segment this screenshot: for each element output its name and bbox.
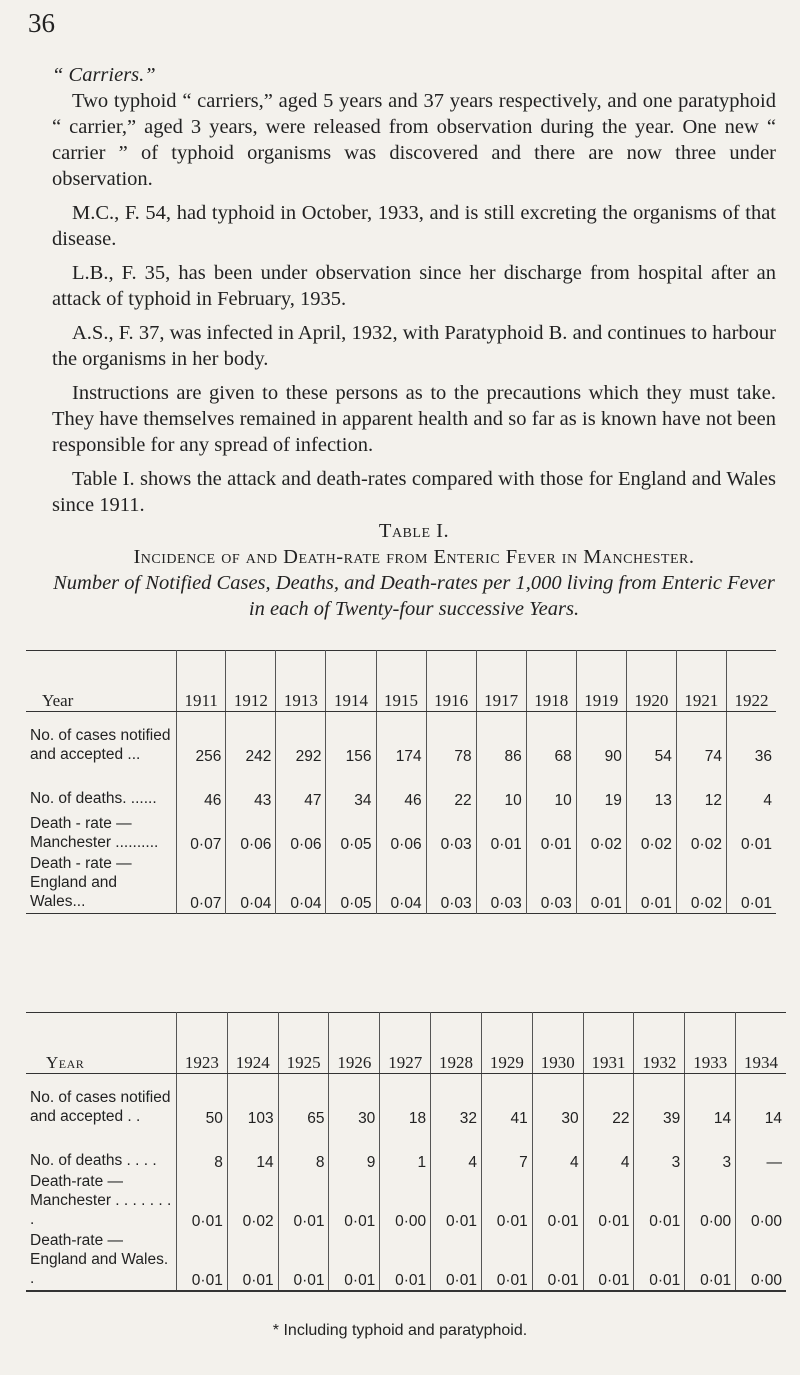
value-cell: 0·03 bbox=[426, 854, 476, 914]
value-cell: 4 bbox=[583, 1128, 634, 1172]
page-number: 36 bbox=[28, 8, 55, 38]
value-cell: 0·00 bbox=[736, 1231, 786, 1291]
value-cell: 0·03 bbox=[526, 854, 576, 914]
year-header: Year bbox=[26, 1013, 177, 1074]
year-cell: 1928 bbox=[431, 1013, 482, 1074]
value-cell: 0·01 bbox=[583, 1172, 634, 1231]
row-label: No. of deaths. ...... bbox=[30, 790, 157, 807]
value-cell: 34 bbox=[326, 766, 376, 810]
value-cell: 0·01 bbox=[583, 1231, 634, 1291]
year-cell: 1913 bbox=[276, 651, 326, 712]
value-cell: 0·01 bbox=[476, 810, 526, 854]
table-1911-1922 bbox=[26, 650, 776, 914]
year-cell: 1933 bbox=[685, 1013, 736, 1074]
table-row bbox=[26, 1172, 786, 1231]
table-1923-1934 bbox=[26, 1012, 786, 1292]
value-cell: 256 bbox=[177, 712, 226, 767]
value-cell: 0·01 bbox=[532, 1231, 583, 1291]
year-cell: 1934 bbox=[736, 1013, 786, 1074]
value-cell: 43 bbox=[226, 766, 276, 810]
value-cell: 36 bbox=[726, 712, 776, 767]
row-label: No. of deaths . . . . bbox=[30, 1152, 157, 1169]
value-cell: 0·01 bbox=[634, 1231, 685, 1291]
value-cell: 13 bbox=[626, 766, 676, 810]
table-row bbox=[26, 1128, 786, 1172]
value-cell: 0·02 bbox=[576, 810, 626, 854]
value-cell: 0·02 bbox=[676, 854, 726, 914]
value-cell: 10 bbox=[526, 766, 576, 810]
year-cell: 1930 bbox=[532, 1013, 583, 1074]
value-cell: 0·00 bbox=[380, 1172, 431, 1231]
table-title: Incidence of and Death-rate from Enteric Fever in Manchester. bbox=[133, 546, 695, 568]
value-cell: 0·05 bbox=[326, 854, 376, 914]
value-cell: 0·01 bbox=[278, 1172, 329, 1231]
year-cell: 1911 bbox=[177, 651, 226, 712]
value-cell: 4 bbox=[726, 766, 776, 810]
value-cell: 14 bbox=[685, 1074, 736, 1129]
value-cell: 0·01 bbox=[634, 1172, 685, 1231]
year-cell: 1918 bbox=[526, 651, 576, 712]
value-cell: 74 bbox=[676, 712, 726, 767]
year-cell: 1931 bbox=[583, 1013, 634, 1074]
paragraph: Instructions are given to these persons as to the precautions which they must take. They have themselves remained in apparent health and so far as is known have not been responsible for any spread of infection. bbox=[52, 382, 776, 456]
year-header: Year bbox=[26, 651, 177, 712]
value-cell: 0·02 bbox=[676, 810, 726, 854]
value-cell: 0·04 bbox=[226, 854, 276, 914]
year-cell: 1926 bbox=[329, 1013, 380, 1074]
table-row bbox=[26, 854, 776, 914]
value-cell: 0·01 bbox=[329, 1172, 380, 1231]
section-heading: “ Carriers.” bbox=[52, 64, 156, 86]
value-cell: 0·06 bbox=[226, 810, 276, 854]
body-text bbox=[52, 62, 776, 622]
year-cell: 1915 bbox=[376, 651, 426, 712]
value-cell: 41 bbox=[481, 1074, 532, 1129]
row-label: Death-rate — Manchester . . . . . . . . bbox=[30, 1173, 172, 1228]
value-cell: 3 bbox=[685, 1128, 736, 1172]
year-cell: 1914 bbox=[326, 651, 376, 712]
value-cell: 0·01 bbox=[227, 1231, 278, 1291]
value-cell: 0·00 bbox=[736, 1172, 786, 1231]
value-cell: 0·01 bbox=[431, 1231, 482, 1291]
year-cell: 1927 bbox=[380, 1013, 431, 1074]
value-cell: 47 bbox=[276, 766, 326, 810]
value-cell: 30 bbox=[329, 1074, 380, 1129]
value-cell: 174 bbox=[376, 712, 426, 767]
value-cell: 10 bbox=[476, 766, 526, 810]
value-cell: 18 bbox=[380, 1074, 431, 1129]
value-cell: 54 bbox=[626, 712, 676, 767]
year-cell: 1923 bbox=[177, 1013, 228, 1074]
value-cell: 3 bbox=[634, 1128, 685, 1172]
year-cell: 1932 bbox=[634, 1013, 685, 1074]
year-cell: 1921 bbox=[676, 651, 726, 712]
value-cell: 12 bbox=[676, 766, 726, 810]
value-cell: 32 bbox=[431, 1074, 482, 1129]
year-cell: 1925 bbox=[278, 1013, 329, 1074]
table-row bbox=[26, 1231, 786, 1291]
value-cell: 1 bbox=[380, 1128, 431, 1172]
table-header-row bbox=[26, 651, 776, 712]
value-cell: 0·00 bbox=[685, 1172, 736, 1231]
table-row bbox=[26, 766, 776, 810]
value-cell: 0·01 bbox=[526, 810, 576, 854]
value-cell: 0·01 bbox=[576, 854, 626, 914]
row-label: Death - rate — England and Wales... bbox=[30, 855, 132, 910]
value-cell: 242 bbox=[226, 712, 276, 767]
value-cell: 0·06 bbox=[376, 810, 426, 854]
table-subtitle: Number of Notified Cases, Deaths, and Death-rates per 1,000 living from Enteric Fever in each of Twenty-four successive Years. bbox=[53, 572, 775, 620]
footnote: * Including typhoid and paratyphoid. bbox=[272, 1322, 528, 1339]
table-row bbox=[26, 1074, 786, 1129]
paragraph: Two typhoid “ carriers,” aged 5 years and 37 years respectively, and one paratyphoid “ carrier,” aged 3 years, were released from observation during the year. One new “ carrier ” of typhoid organisms was discovered and there are now three under observation. bbox=[52, 90, 776, 190]
value-cell: 30 bbox=[532, 1074, 583, 1129]
value-cell: 78 bbox=[426, 712, 476, 767]
year-cell: 1920 bbox=[626, 651, 676, 712]
value-cell: 39 bbox=[634, 1074, 685, 1129]
paragraph: L.B., F. 35, has been under observation since her discharge from hospital after an attack of typhoid in February, 1935. bbox=[52, 262, 776, 310]
table-row bbox=[26, 810, 776, 854]
row-label: No. of cases notified and accepted . . bbox=[30, 1089, 171, 1125]
value-cell: 0·07 bbox=[177, 854, 226, 914]
value-cell: 0·03 bbox=[426, 810, 476, 854]
value-cell: 0·02 bbox=[227, 1172, 278, 1231]
value-cell: 0·03 bbox=[476, 854, 526, 914]
value-cell: 50 bbox=[177, 1074, 228, 1129]
year-cell: 1916 bbox=[426, 651, 476, 712]
value-cell: 292 bbox=[276, 712, 326, 767]
value-cell: 19 bbox=[576, 766, 626, 810]
value-cell: 0·01 bbox=[532, 1172, 583, 1231]
value-cell: 8 bbox=[177, 1128, 228, 1172]
value-cell: 14 bbox=[227, 1128, 278, 1172]
year-cell: 1929 bbox=[481, 1013, 532, 1074]
year-cell: 1917 bbox=[476, 651, 526, 712]
value-cell: 68 bbox=[526, 712, 576, 767]
value-cell: 0·01 bbox=[481, 1172, 532, 1231]
value-cell: 0·01 bbox=[380, 1231, 431, 1291]
table-header-row bbox=[26, 1013, 786, 1074]
value-cell: 0·05 bbox=[326, 810, 376, 854]
year-cell: 1912 bbox=[226, 651, 276, 712]
table-row bbox=[26, 712, 776, 767]
value-cell: 0·01 bbox=[329, 1231, 380, 1291]
row-label: Death-rate — England and Wales. . bbox=[30, 1232, 169, 1287]
row-label: No. of cases notified and accepted ... bbox=[30, 727, 171, 763]
value-cell: 0·01 bbox=[685, 1231, 736, 1291]
row-label: Death - rate — Manchester .......... bbox=[30, 815, 159, 851]
value-cell: 0·07 bbox=[177, 810, 226, 854]
value-cell: 0·01 bbox=[278, 1231, 329, 1291]
paragraph: M.C., F. 54, had typhoid in October, 1933, and is still excreting the organisms of that disease. bbox=[52, 202, 776, 250]
value-cell: 4 bbox=[532, 1128, 583, 1172]
value-cell: 0·01 bbox=[431, 1172, 482, 1231]
year-cell: 1924 bbox=[227, 1013, 278, 1074]
value-cell: — bbox=[736, 1128, 786, 1172]
value-cell: 86 bbox=[476, 712, 526, 767]
table-label: Table I. bbox=[378, 520, 450, 542]
value-cell: 46 bbox=[376, 766, 426, 810]
value-cell: 0·01 bbox=[726, 854, 776, 914]
value-cell: 103 bbox=[227, 1074, 278, 1129]
year-cell: 1922 bbox=[726, 651, 776, 712]
value-cell: 14 bbox=[736, 1074, 786, 1129]
value-cell: 22 bbox=[426, 766, 476, 810]
paragraph: Table I. shows the attack and death-rates compared with those for England and Wales since 1911. bbox=[52, 468, 776, 516]
value-cell: 7 bbox=[481, 1128, 532, 1172]
value-cell: 0·01 bbox=[726, 810, 776, 854]
value-cell: 0·06 bbox=[276, 810, 326, 854]
year-cell: 1919 bbox=[576, 651, 626, 712]
value-cell: 4 bbox=[431, 1128, 482, 1172]
value-cell: 8 bbox=[278, 1128, 329, 1172]
value-cell: 90 bbox=[576, 712, 626, 767]
paragraph: A.S., F. 37, was infected in April, 1932, with Paratyphoid B. and continues to harbour the organisms in her body. bbox=[52, 322, 776, 370]
value-cell: 0·04 bbox=[276, 854, 326, 914]
value-cell: 0·01 bbox=[177, 1172, 228, 1231]
value-cell: 0·02 bbox=[626, 810, 676, 854]
value-cell: 0·01 bbox=[481, 1231, 532, 1291]
value-cell: 0·04 bbox=[376, 854, 426, 914]
value-cell: 0·01 bbox=[177, 1231, 228, 1291]
value-cell: 9 bbox=[329, 1128, 380, 1172]
value-cell: 0·01 bbox=[626, 854, 676, 914]
value-cell: 65 bbox=[278, 1074, 329, 1129]
value-cell: 156 bbox=[326, 712, 376, 767]
value-cell: 46 bbox=[177, 766, 226, 810]
value-cell: 22 bbox=[583, 1074, 634, 1129]
